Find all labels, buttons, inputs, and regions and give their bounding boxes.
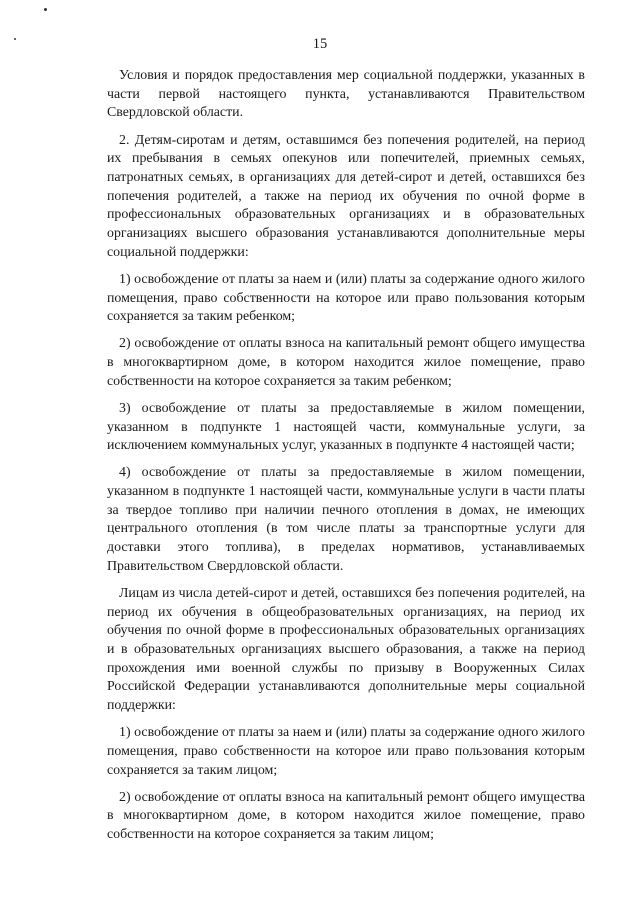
subitem-1-persons: 1) освобождение от платы за наем и (или) платы за содержание одного жилого помещения, право собственности на которое или право пользования которым сохраняется за таким лицом;: [107, 725, 585, 778]
subitem-2-children: 2) освобождение от оплаты взноса на капитальный ремонт общего имущества в многоквартирном доме, в котором находится жилое помещение, право собственности на которое сохраняется за таким ребенком;: [107, 336, 585, 389]
paragraph-conditions: Условия и порядок предоставления мер социальной поддержки, указанных в части первой настоящего пункта, устанавливаются Правительством Свердловской области.: [107, 68, 585, 121]
document-body: [107, 67, 585, 853]
subitem-4-children: 4) освобождение от платы за предоставляемые в жилом помещении, указанном в подпункте 1 настоящей части, коммунальные услуги в части платы за твердое топливо при наличии печного отопления в домах, не имеющих центрального отопления (в том числе платы за транспортные услуги для доставки этого топлива), в пределах нормативов, устанавливаемых Правительством Свердловской области.: [107, 465, 585, 574]
paragraph-item-2: 2. Детям-сиротам и детям, оставшимся без попечения родителей, на период их пребывания в семьях опекунов или попечителей, приемных семьях, патронатных семьях, в организациях для детей-сирот и детей, оставшихся без попечения родителей, а также на период их обучения по очной форме в профессиональных образовательных организациях и в образовательных организациях высшего образования устанавливаются дополнительные меры социальной поддержки:: [107, 132, 585, 260]
scan-speck: [44, 8, 47, 11]
subitem-1-children: 1) освобождение от платы за наем и (или) платы за содержание одного жилого помещения, право собственности на которое или право пользования которым сохраняется за таким ребенком;: [107, 271, 585, 325]
page-number: 15: [312, 36, 328, 52]
paragraph-persons: Лицам из числа детей-сирот и детей, оставшихся без попечения родителей, на период их обучения в общеобразовательных организациях, на период их обучения по очной форме в профессиональных образовательных организациях и в образовательных организациях высшего образования, а также на период прохождения ими военной службы по призыву в Вооруженных Силах Российской Федерации устанавливаются дополнительные меры социальной поддержки:: [107, 585, 585, 714]
subitem-2-persons: 2) освобождение от оплаты взноса на капитальный ремонт общего имущества в многоквартирном доме, в котором находится жилое помещение, право собственности на которое сохраняется за таким лицом;: [107, 789, 585, 843]
subitem-3-children: 3) освобождение от платы за предоставляемые в жилом помещении, указанном в подпункте 1 настоящей части, коммунальные услуги, за исключением коммунальных услуг, указанных в подпункте 4 настоящей части;: [107, 400, 585, 454]
